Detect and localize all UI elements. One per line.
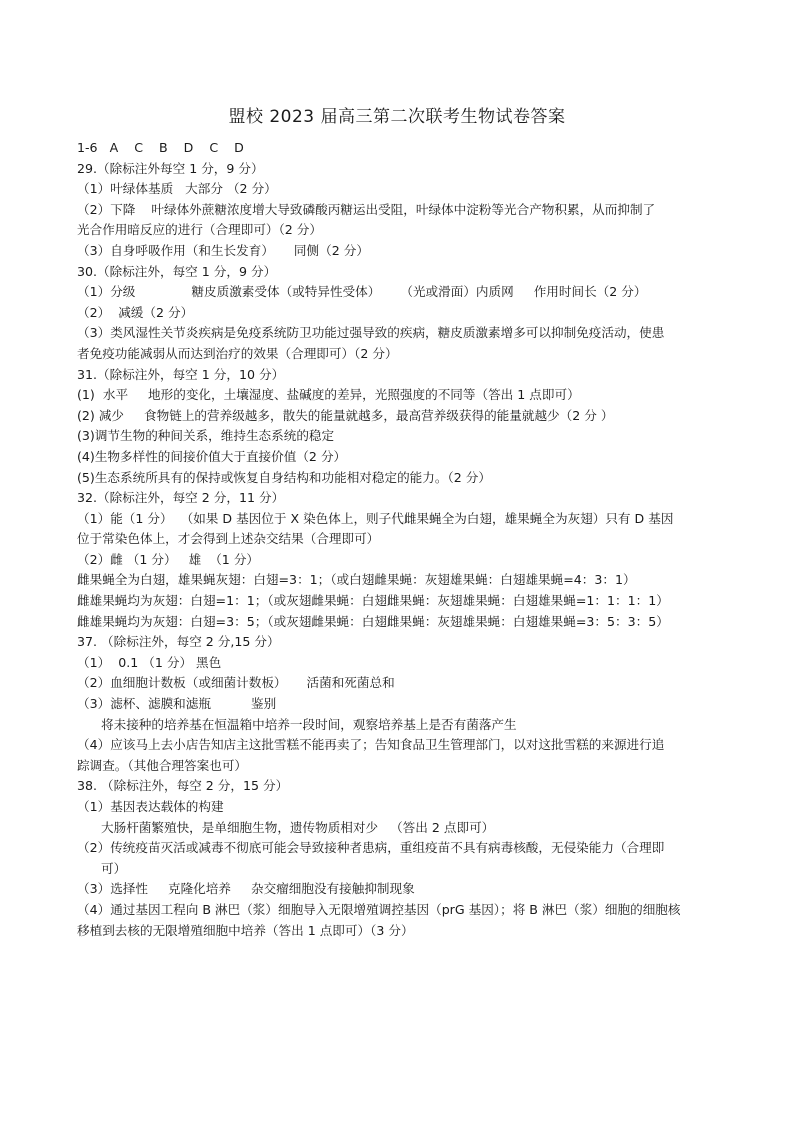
- answer-body: [77, 138, 727, 941]
- answer-line: 雌雄果蝇均为灰翅：白翅=1：1；（或灰翅雌果蝇：白翅雌果蝇：灰翅雄果蝇：白翅雄果蝇=1：1：1：1）: [77, 593, 669, 609]
- answer-line: 31.（除标注外，每空 1 分，10 分）: [77, 366, 285, 382]
- answer-line: （2）雌 （1 分） 雄 （1 分）: [77, 551, 260, 567]
- answer-line: （4）通过基因工程向 B 淋巴（浆）细胞导入无限增殖调控基因（prG 基因）；将 B 淋巴（浆）细胞的细胞核: [77, 901, 681, 917]
- answer-line: 移植到去核的无限增殖细胞中培养（答出 1 点即可）（3 分）: [77, 922, 414, 938]
- answer-line: 位于常染色体上，才会得到上述杂交结果（合理即可）: [77, 531, 380, 547]
- answer-line: （2）传统疫苗灭活或减毒不彻底可能会导致接种者患病，重组疫苗不具有病毒核酸，无侵染能力（合理即: [77, 840, 665, 856]
- answer-line: 37. （除标注外，每空 2 分,15 分）: [77, 634, 280, 650]
- answer-line: （1）分级 糖皮质激素受体（或特异性受体） （光或滑面）内质网 作用时间长（2 分）: [77, 284, 647, 300]
- page-title: 盟校 2023 届高三第二次联考生物试卷答案: [228, 107, 566, 127]
- answer-line: 大肠杆菌繁殖快，是单细胞生物，遗传物质相对少 （答出 2 点即可）: [77, 819, 495, 835]
- answer-line: 38. （除标注外，每空 2 分，15 分）: [77, 778, 289, 794]
- answer-line: 1-6 A C B D C D: [77, 140, 244, 155]
- answer-line: （4）应该马上去小店告知店主这批雪糕不能再卖了；告知食品卫生管理部门，以对这批雪糕的来源进行追: [77, 737, 665, 753]
- answer-line: 踪调查。（其他合理答案也可）: [77, 757, 248, 773]
- answer-line: （3）选择性 克隆化培养 杂交瘤细胞没有接触抑制现象: [77, 881, 415, 897]
- answer-line: 32.（除标注外，每空 2 分，11 分）: [77, 490, 285, 506]
- answer-line: （2）血细胞计数板（或细菌计数板） 活菌和死菌总和: [77, 675, 395, 691]
- answer-line: (2) 减少 食物链上的营养级越多，散失的能量就越多，最高营养级获得的能量就越少（2 分 ）: [77, 407, 614, 423]
- answer-line: 者免疫功能减弱从而达到治疗的效果（合理即可）（2 分）: [77, 345, 398, 361]
- answer-line: （1）能（1 分） （如果 D 基因位于 X 染色体上，则子代雌果蝇全为白翅，雄果蝇全为灰翅）只有 D 基因: [77, 510, 674, 526]
- answer-line: （1）基因表达载体的构建: [77, 799, 224, 814]
- answer-line: （2） 减缓（2 分）: [77, 304, 194, 320]
- answer-line: 可）: [77, 860, 127, 876]
- answer-line: 29.（除标注外每空 1 分，9 分）: [77, 160, 264, 176]
- answer-line: （1）叶绿体基质 大部分 （2 分）: [77, 181, 277, 197]
- answer-line: 雌果蝇全为白翅，雄果蝇灰翅：白翅=3：1；（或白翅雌果蝇：灰翅雄果蝇：白翅雄果蝇=4：3：1）: [77, 572, 636, 588]
- answer-line: (3)调节生物的种间关系，维持生态系统的稳定: [77, 428, 335, 444]
- answer-line: 雌雄果蝇均为灰翅：白翅=3：5；（或灰翅雌果蝇：白翅雌果蝇：灰翅雄果蝇：白翅雄果蝇=3：5：3：5）: [77, 613, 669, 629]
- answer-line: （3）类风湿性关节炎疾病是免疫系统防卫功能过强导致的疾病，糖皮质激素增多可以抑制免疫活动，使患: [77, 325, 665, 341]
- answer-line: 将未接种的培养基在恒温箱中培养一段时间，观察培养基上是否有菌落产生: [77, 716, 517, 732]
- answer-line: (4)生物多样性的间接价值大于直接价值（2 分）: [77, 448, 347, 464]
- answer-line: （1） 0.1 （1 分） 黑色: [77, 654, 222, 670]
- answer-line: （3）自身呼吸作用（和生长发育） 同侧（2 分）: [77, 242, 369, 258]
- answer-line: （3）滤杯、滤膜和滤瓶 鉴别: [77, 696, 277, 712]
- answer-line: (1) 水平 地形的变化，土壤湿度、盐碱度的差异，光照强度的不同等（答出 1 点即可）: [77, 387, 580, 403]
- answer-line: （2）下降 叶绿体外蔗糖浓度增大导致磷酸丙糖运出受阻，叶绿体中淀粉等光合产物积累，从而抑制了: [77, 201, 656, 217]
- answer-line: 光合作用暗反应的进行（合理即可）（2 分）: [77, 222, 322, 238]
- answer-line: 30.（除标注外，每空 1 分，9 分）: [77, 263, 277, 279]
- answer-line: (5)生态系统所具有的保持或恢复自身结构和功能相对稳定的能力。（2 分）: [77, 469, 491, 485]
